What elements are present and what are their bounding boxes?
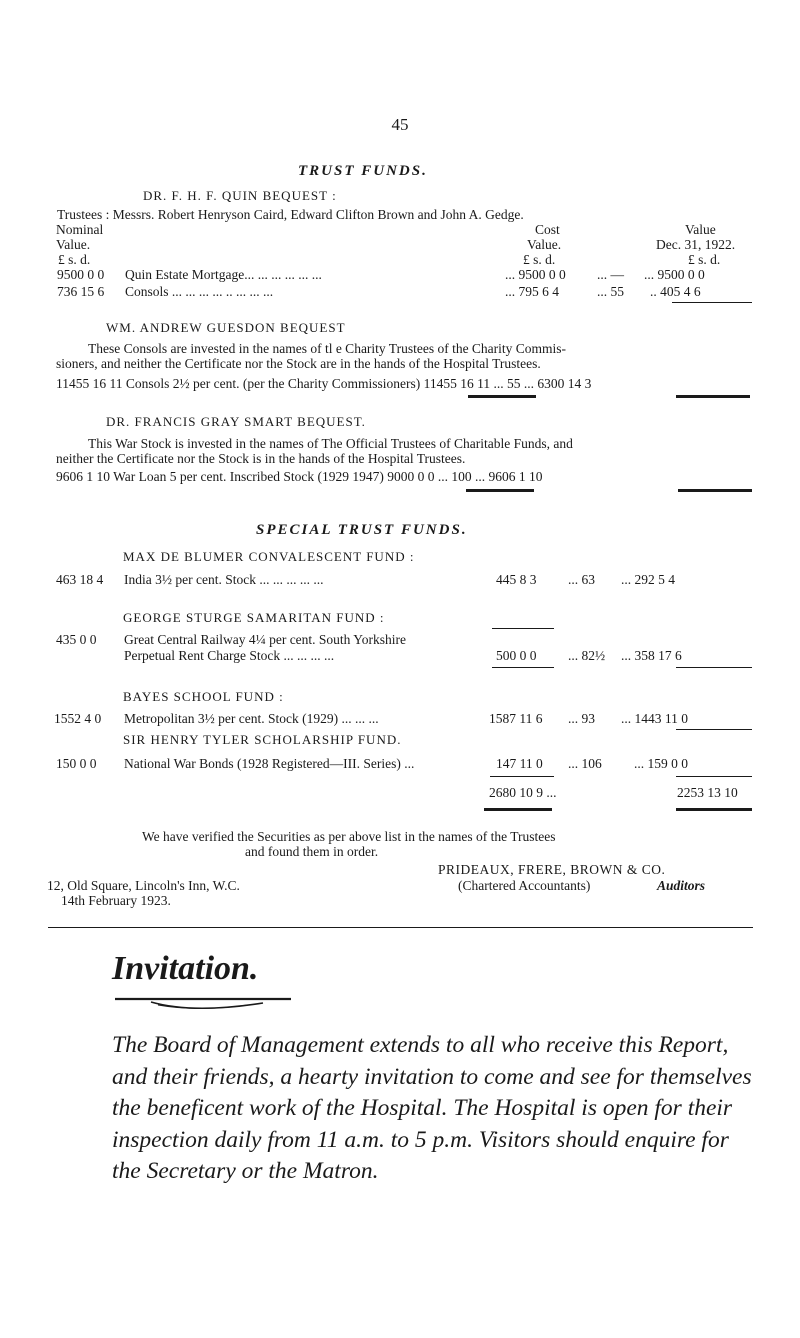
fund-1-rate: ... 63 — [568, 572, 595, 587]
special-total-rule-value — [676, 808, 752, 811]
col-cost-lsd-header: £ s. d. — [523, 252, 556, 267]
fund-4-cost: 147 11 0 — [496, 756, 543, 771]
special-total-value: 2253 13 10 — [677, 785, 738, 800]
col-right-lsd-header: £ s. d. — [688, 252, 721, 267]
guesdon-row: 11455 16 11 Consols 2½ per cent. (per the Charity Commissioners) 11455 16 11 ... 55 ... 6300 14 3 — [56, 376, 592, 391]
quin-row-1-cost: ... 9500 0 0 — [505, 267, 566, 282]
guesdon-note-line2: sioners, and neither the Certificate nor the Stock are in the hands of the Hospital Trustees. — [56, 356, 541, 371]
smart-bequest-title: DR. FRANCIS GRAY SMART BEQUEST. — [106, 414, 366, 429]
auditor-role: (Chartered Accountants) — [458, 878, 591, 893]
col-value-right-header: Value — [685, 222, 716, 237]
invitation-title: Invitation. — [112, 950, 259, 987]
fund-2-rate: ... 82½ — [568, 648, 606, 663]
fund-4-title: SIR HENRY TYLER SCHOLARSHIP FUND. — [123, 732, 402, 747]
fund-1-rule-cost — [492, 628, 554, 629]
special-total-cost: 2680 10 9 ... — [489, 785, 557, 800]
fund-1-value: ... 292 5 4 — [621, 572, 675, 587]
smart-rule-value — [678, 489, 752, 492]
fund-2-desc: Great Central Railway 4¼ per cent. South Yorkshire — [124, 632, 406, 647]
guesdon-note-line1: These Consols are invested in the names of tl e Charity Trustees of the Charity Commis- — [88, 341, 567, 356]
certification-date: 14th February 1923. — [61, 893, 171, 908]
smart-note-line1: This War Stock is invested in the names of The Official Trustees of Charitable Funds, and — [88, 436, 573, 451]
fund-3-nominal: 1552 4 0 — [54, 711, 102, 726]
fund-4-value: ... 159 0 0 — [634, 756, 688, 771]
fund-3-cost: 1587 11 6 — [489, 711, 543, 726]
fund-2-rule-cost — [492, 667, 554, 668]
fund-4-nominal: 150 0 0 — [56, 756, 97, 771]
fund-3-title: BAYES SCHOOL FUND : — [123, 689, 284, 704]
quin-row-2-nominal: 736 15 6 — [57, 284, 105, 299]
auditors-label: Auditors — [657, 878, 706, 893]
col-nominal-header: Nominal — [56, 222, 104, 237]
fund-4-rate: ... 106 — [568, 756, 602, 771]
fund-3-rule-value — [676, 729, 752, 730]
fund-3-rate: ... 93 — [568, 711, 595, 726]
fund-2-title: GEORGE STURGE SAMARITAN FUND : — [123, 610, 385, 625]
quin-total-rule — [672, 302, 752, 303]
quin-row-2-rate: ... 55 — [597, 284, 624, 299]
certification-line2: and found them in order. — [245, 844, 379, 859]
auditor-address: 12, Old Square, Lincoln's Inn, W.C. — [47, 878, 240, 893]
fund-2-desc-line2: Perpetual Rent Charge Stock ... ... ... ... — [124, 648, 335, 663]
col-value-header: Value. — [56, 237, 91, 252]
fund-4-rule-value — [676, 776, 752, 777]
quin-row-1-nominal: 9500 0 0 — [57, 267, 105, 282]
quin-row-1-value: ... 9500 0 0 — [644, 267, 705, 282]
page-number: 45 — [391, 115, 409, 134]
fund-1-cost: 445 8 3 — [496, 572, 537, 587]
quin-row-1-desc: Quin Estate Mortgage... ... ... ... ... ... — [125, 267, 322, 282]
section-divider — [48, 927, 753, 928]
guesdon-bequest-title: WM. ANDREW GUESDON BEQUEST — [106, 320, 346, 335]
fund-4-rule-cost — [490, 776, 554, 777]
col-dec-header: Dec. 31, 1922. — [656, 237, 736, 252]
quin-trustees: Trustees : Messrs. Robert Henryson Caird, Edward Clifton Brown and John A. Gedge. — [57, 207, 524, 222]
trust-funds-heading: TRUST FUNDS. — [298, 163, 428, 179]
col-cost-value-header: Value. — [527, 237, 562, 252]
auditor-firm: PRIDEAUX, FRERE, BROWN & CO. — [438, 862, 666, 877]
quin-row-2-desc: Consols ... ... ... ... .. ... ... ... — [125, 284, 274, 299]
quin-bequest-title: DR. F. H. F. QUIN BEQUEST : — [143, 188, 337, 203]
invitation-flourish — [113, 996, 293, 1016]
quin-row-1-rate: ... — — [597, 267, 624, 282]
fund-1-desc: India 3½ per cent. Stock ... ... ... ... ... — [124, 572, 324, 587]
fund-2-rule-value — [676, 667, 752, 668]
special-trust-funds-heading: SPECIAL TRUST FUNDS. — [256, 522, 468, 538]
fund-3-value: ... 1443 11 0 — [621, 711, 688, 726]
fund-3-desc: Metropolitan 3½ per cent. Stock (1929) ... ... ... — [124, 711, 379, 726]
guesdon-rule-cost — [468, 395, 536, 398]
special-total-rule-cost — [484, 808, 552, 811]
quin-row-2-value: .. 405 4 6 — [650, 284, 701, 299]
certification-line1: We have verified the Securities as per above list in the names of the Trustees — [142, 829, 556, 844]
fund-2-cost: 500 0 0 — [496, 648, 537, 663]
col-cost-header: Cost — [535, 222, 560, 237]
fund-1-nominal: 463 18 4 — [56, 572, 104, 587]
fund-2-value: ... 358 17 6 — [621, 648, 682, 663]
smart-row: 9606 1 10 War Loan 5 per cent. Inscribed Stock (1929 1947) 9000 0 0 ... 100 ... 9606 1 10 — [56, 469, 543, 484]
smart-note-line2: neither the Certificate nor the Stock is in the hands of the Hospital Trustees. — [56, 451, 466, 466]
invitation-body: The Board of Management extends to all who receive this Report, and their friends, a hearty invitation to come and see for themselves the beneficent work of the Hospital. The Hospital is open for their inspection daily from 11 a.m. to 5 p.m. Visitors should enquire for the Secretary or the Matron. — [112, 1032, 752, 1184]
fund-1-title: MAX DE BLUMER CONVALESCENT FUND : — [123, 549, 415, 564]
col-lsd-header: £ s. d. — [58, 252, 91, 267]
quin-row-2-cost: ... 795 6 4 — [505, 284, 559, 299]
fund-2-nominal: 435 0 0 — [56, 632, 97, 647]
fund-4-desc: National War Bonds (1928 Registered—III. Series) ... — [124, 756, 415, 771]
guesdon-rule-value — [676, 395, 750, 398]
smart-rule-cost — [466, 489, 534, 492]
